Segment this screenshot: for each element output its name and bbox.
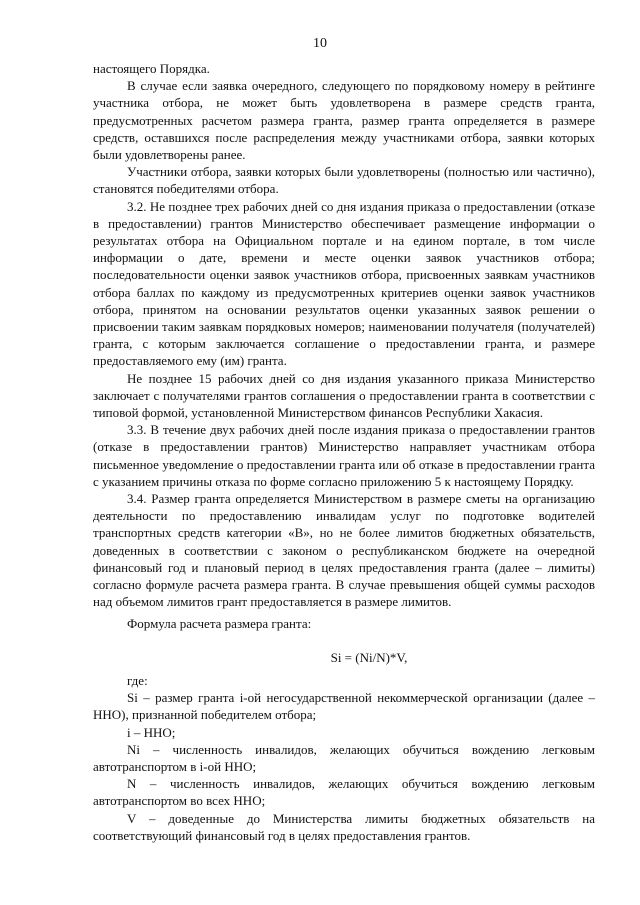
formula-where: где: (127, 672, 148, 688)
grant-formula: Si = (Ni/N)*V, (330, 649, 408, 665)
formula-caption: Формула расчета размера гранта: (127, 615, 312, 631)
paragraph-continuation: настоящего Порядка. (93, 61, 210, 76)
paragraph-insufficient-funds: В случае если заявка очередного, следующего по порядковому номеру в рейтинге участника отбора, не может быть удовлетворена в размере средств гранта, предусмотренных расчетом размера гранта, размер гранта определяется в размере средств, оставшихся после распределения между участниками отбора, заявки которых были удовлетворены ранее. (93, 78, 595, 163)
page-number: 10 (313, 36, 327, 51)
definition-i: i – ННО; (127, 724, 176, 740)
definition-ni: Ni – численность инвалидов, желающих обучиться вождению легковым автотранспортом в i-ой ННО; (93, 741, 595, 774)
definition-v: V – доведенные до Министерства лимиты бюджетных обязательств на соответствующий финансовый год в целях предоставления грантов. (93, 810, 595, 843)
paragraph-3-2: 3.2. Не позднее трех рабочих дней со дня издания приказа о предоставлении (отказе в предоставлении) грантов Министерство обеспечивает размещение информации о результатах отбора на Официальном портале и на едином портале, в том числе информации о дате, времени и месте оценки заявок участников отбора; последовательности оценки заявок участников отбора, присвоенных заявкам участников отбора баллах по каждому из предусмотренных критериев оценки заявок участников отбора, принятом на основании результатов оценки указанных заявок решении о присвоении таким заявкам порядковых номеров; наименовании получателя (получателей) гранта, с которым заключается соглашение о предоставлении гранта, и размере предоставляемого ему (им) гранта. (93, 198, 595, 369)
paragraph-3-4: 3.4. Размер гранта определяется Министерством в размере сметы на организацию деятельности по предоставлению инвалидам услуг по подготовке водителей транспортных средств категории «В», но не более лимитов бюджетных обязательств, доведенных в соответствии с законом о республиканском бюджете на очередной финансовый год и плановый период в целях предоставления гранта (далее – лимиты) согласно формуле расчета размера гранта. В случае превышения общей суммы расходов над объемом лимитов грант предоставляется в размере лимитов. (93, 491, 595, 610)
definition-si: Si – размер гранта i-ой негосударственной некоммерческой организации (далее – ННО), признанной победителем отбора; (93, 690, 595, 723)
definition-n: N – численность инвалидов, желающих обучиться вождению легковым автотранспортом во всех ННО; (93, 776, 595, 809)
paragraph-winners: Участники отбора, заявки которых были удовлетворены (полностью или частично), становятся победителями отбора. (93, 164, 595, 197)
document-body (93, 60, 595, 844)
paragraph-agreement: Не позднее 15 рабочих дней со дня издания указанного приказа Министерство заключает с получателями грантов соглашения о предоставлении гранта в соответствии с типовой формой, установленной Министерством финансов Республики Хакасия. (93, 370, 595, 421)
paragraph-3-3: 3.3. В течение двух рабочих дней после издания приказа о предоставлении грантов (отказе в предоставлении грантов) Министерство направляет участникам отбора письменное уведомление о предоставлении гранта или об отказе в предоставлении гранта с указанием причины отказа по форме согласно приложению 5 к настоящему Порядку. (93, 422, 595, 489)
